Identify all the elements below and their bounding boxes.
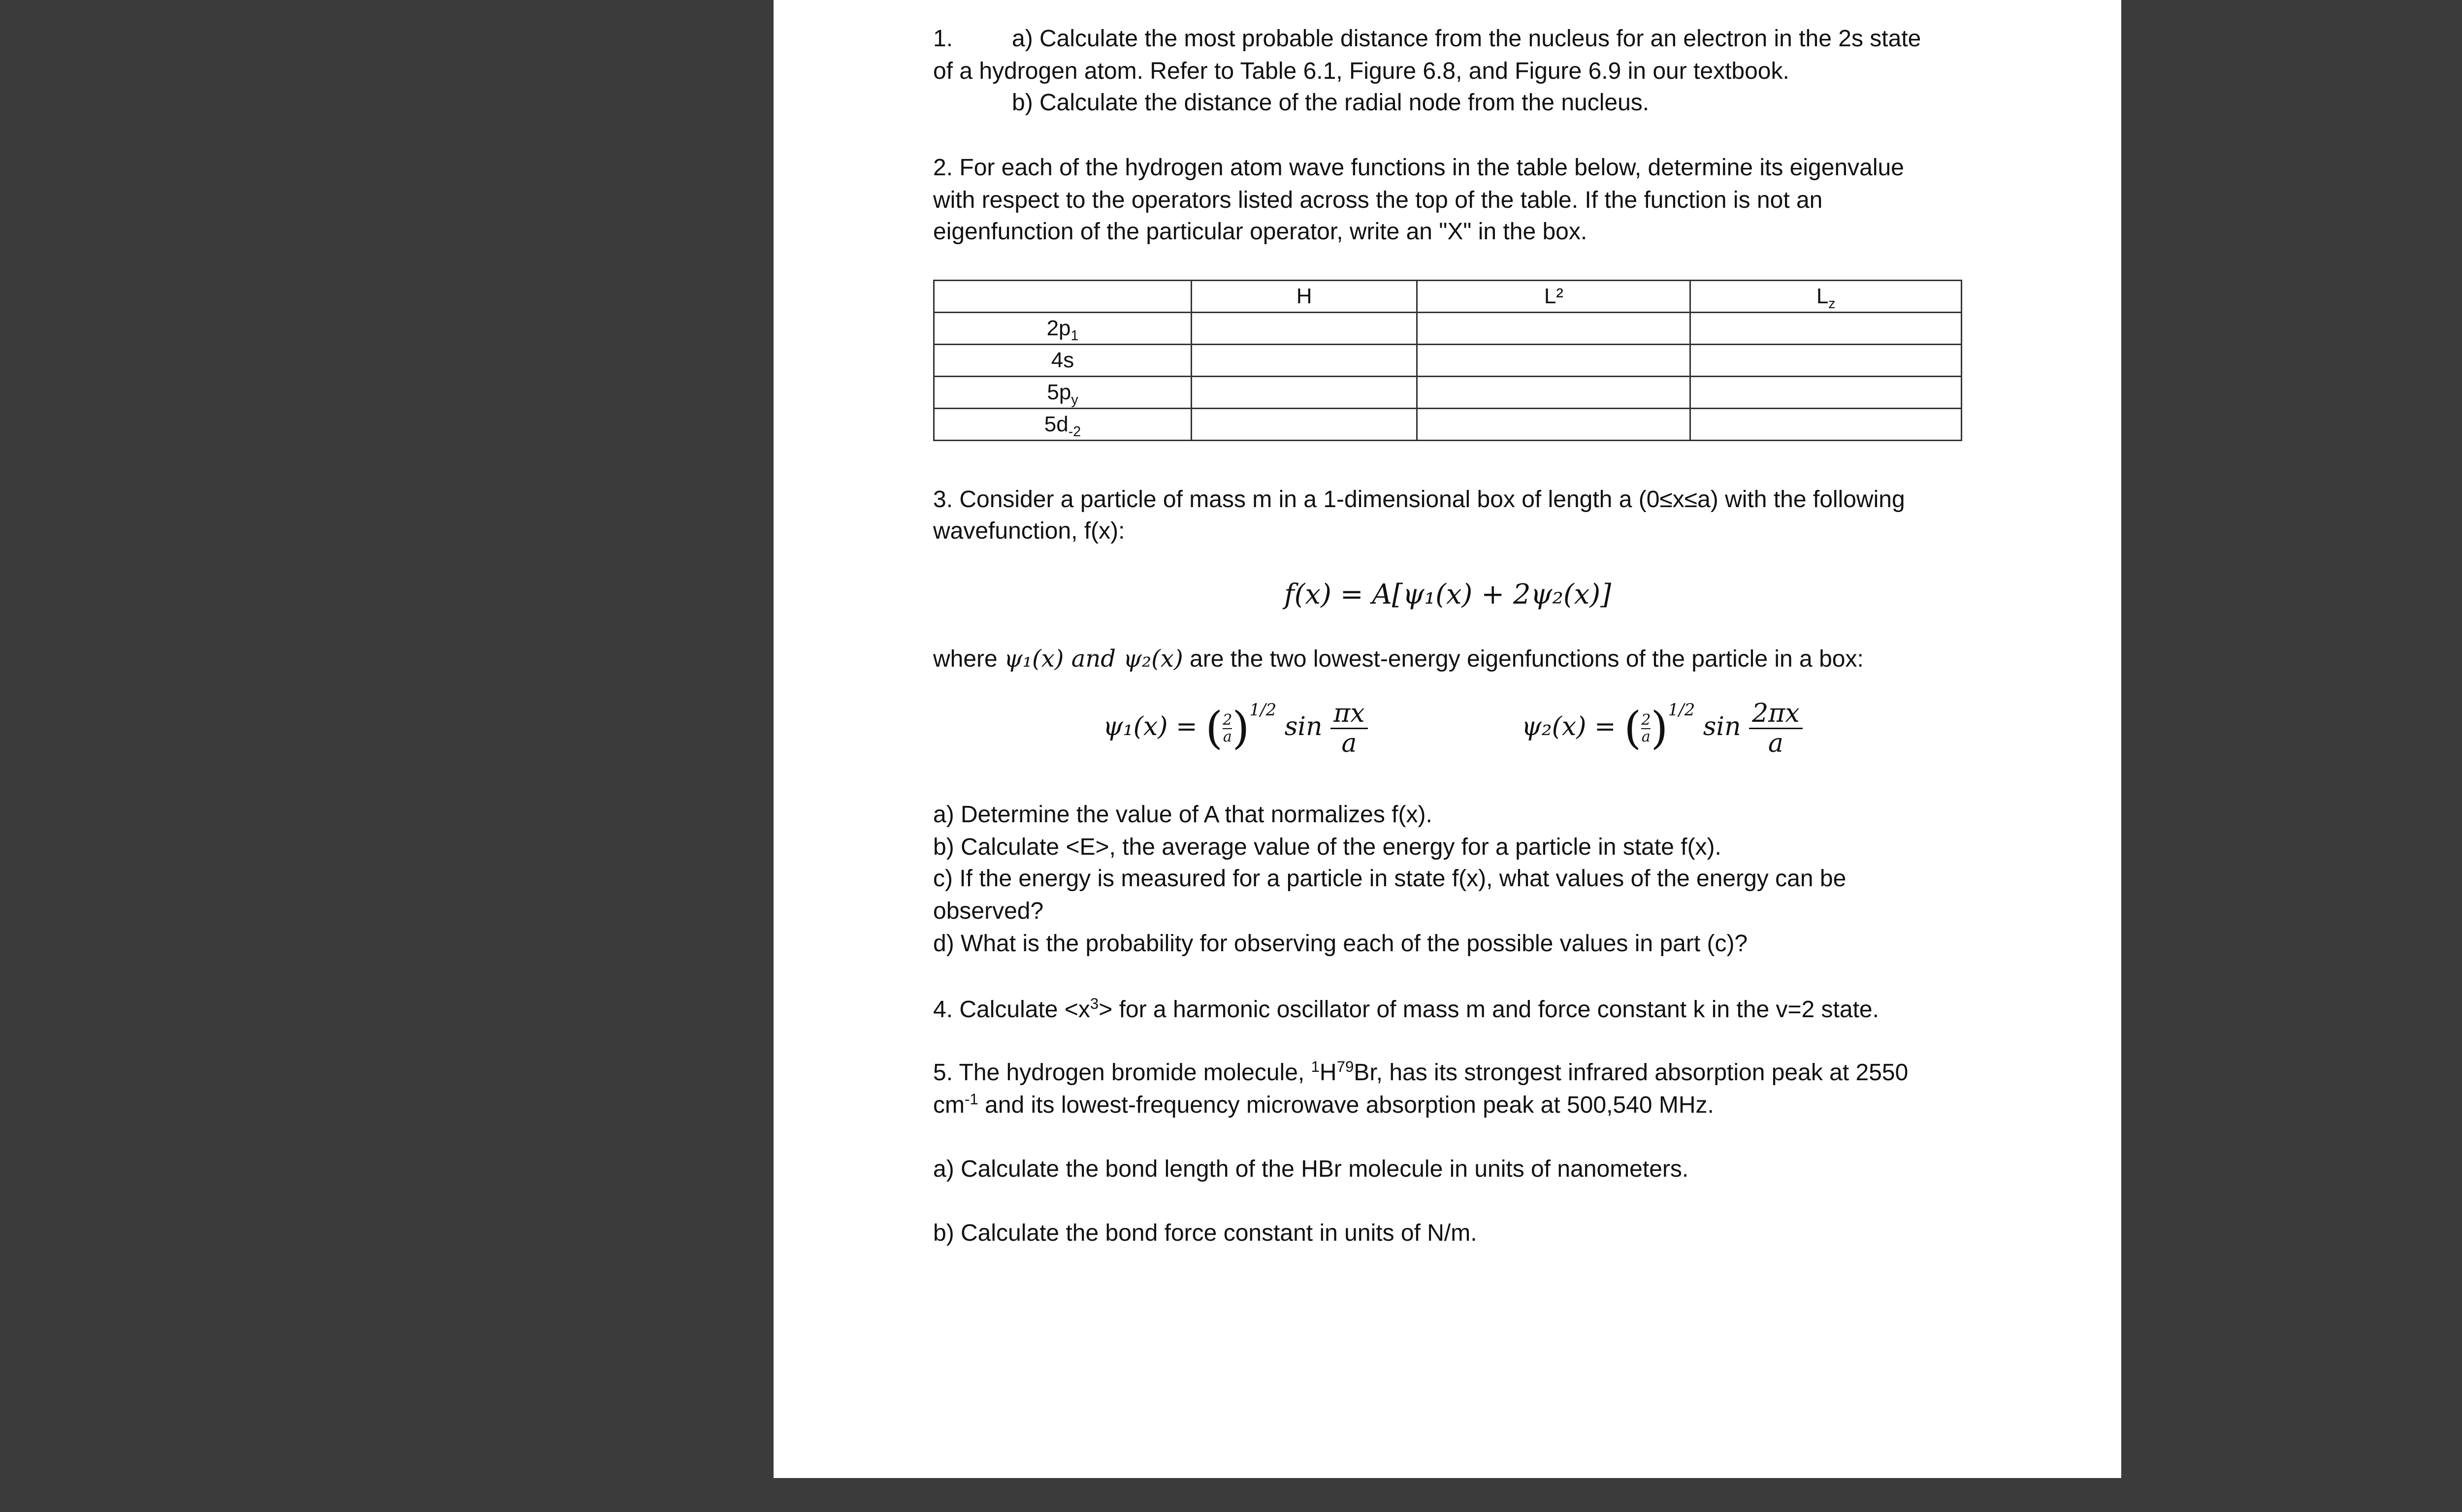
table-cell[interactable] [1192,377,1417,409]
table-row [934,409,1962,441]
table-header-cell [934,281,1192,313]
q2-line1: 2. For each of the hydrogen atom wave functions in the table below, determine its eigenvalue [933,155,1904,181]
q1-part-a-line1: a) Calculate the most probable distance from the nucleus for an electron in the 2s state [1012,26,1921,52]
table-cell[interactable] [1417,377,1690,409]
document-page [774,0,2121,1478]
table-header-row [934,281,1962,313]
eigenvalue-table [933,280,1962,441]
q4-line: 4. Calculate $<x^3>$ for a harmonic oscillator of mass m and force constant k in the v=2 state. [933,995,1879,1023]
q3-line1: 3. Consider a particle of mass m in a 1-dimensional box of length a (0≤x≤a) with the following [933,486,1905,513]
q5-part-a: a) Calculate the bond length of the HBr molecule in units of nanometers. [933,1156,1689,1182]
table-row-label: 4s [934,345,1192,377]
q3-where-line: where ψ₁(x) and ψ₂(x) are the two lowest-energy eigenfunctions of the particle in a box: [933,645,1864,673]
q3-psi2-equation: ψ₂(x) = ( $\frac{2}{a}$ )$^{1/2}$ sin $\frac{2\pi x}{a}$ [1522,699,1803,758]
q1-part-b: b) Calculate the distance of the radial node from the nucleus. [1012,90,1650,116]
q3-line2: wavefunction, f(x): [933,518,1125,544]
table-cell[interactable] [1192,313,1417,345]
q3-psi1-equation: ψ₁(x) = ( $\frac{2}{a}$ )$^{1/2}$ sin $\frac{\pi x}{a}$ [1103,699,1368,758]
table-row [934,345,1962,377]
table-row [934,313,1962,345]
table-header-cell: $L_z$ [1690,281,1962,313]
q2-line2: with respect to the operators listed across the top of the table. If the function is not an [933,187,1823,213]
q5-line1: 5. The hydrogen bromide molecule, $^1H^{79}Br$, has its strongest infrared absorption peak at 2550 [933,1058,1909,1086]
table-cell[interactable] [1690,345,1962,377]
table-header-cell: L² [1417,281,1690,313]
q3-main-equation: f(x) = A[ψ₁(x) + 2ψ₂(x)] [1284,579,1612,611]
table-cell[interactable] [1690,409,1962,441]
table-cell[interactable] [1417,409,1690,441]
table-header-sub: z [1828,295,1836,312]
q3-part-a: a) Determine the value of A that normalizes f(x). [933,802,1432,828]
table-cell[interactable] [1192,409,1417,441]
table-cell[interactable] [1690,313,1962,345]
q3-part-b: b) Calculate <E>, the average value of the energy for a particle in state f(x). [933,834,1721,860]
table-row [934,377,1962,409]
q5-part-b: b) Calculate the bond force constant in units of N/m. [933,1220,1477,1246]
table-header-cell: H [1192,281,1417,313]
q3-part-c-line1: c) If the energy is measured for a particle in state f(x), what values of the energy can be [933,866,1846,892]
q5-line2: $cm^{-1}$ and its lowest-frequency microwave absorption peak at 500,540 MHz. [933,1091,1714,1118]
table-cell[interactable] [1192,345,1417,377]
q1-part-a-line2: of a hydrogen atom. Refer to Table 6.1, Figure 6.8, and Figure 6.9 in our textbook. [933,58,1789,84]
table-cell[interactable] [1417,345,1690,377]
table-cell[interactable] [1690,377,1962,409]
table-cell[interactable] [1417,313,1690,345]
q2-line3: eigenfunction of the particular operator, write an "X" in the box. [933,219,1587,245]
table-row-label: $5d_{-2}$ [934,409,1192,441]
table-row-label: $2p_1$ [934,313,1192,345]
q3-part-d: d) What is the probability for observing each of the possible values in part (c)? [933,931,1748,957]
table-row-label: $5p_y$ [934,377,1192,409]
q1-number: 1. [933,26,953,52]
q3-part-c-line2: observed? [933,898,1044,924]
